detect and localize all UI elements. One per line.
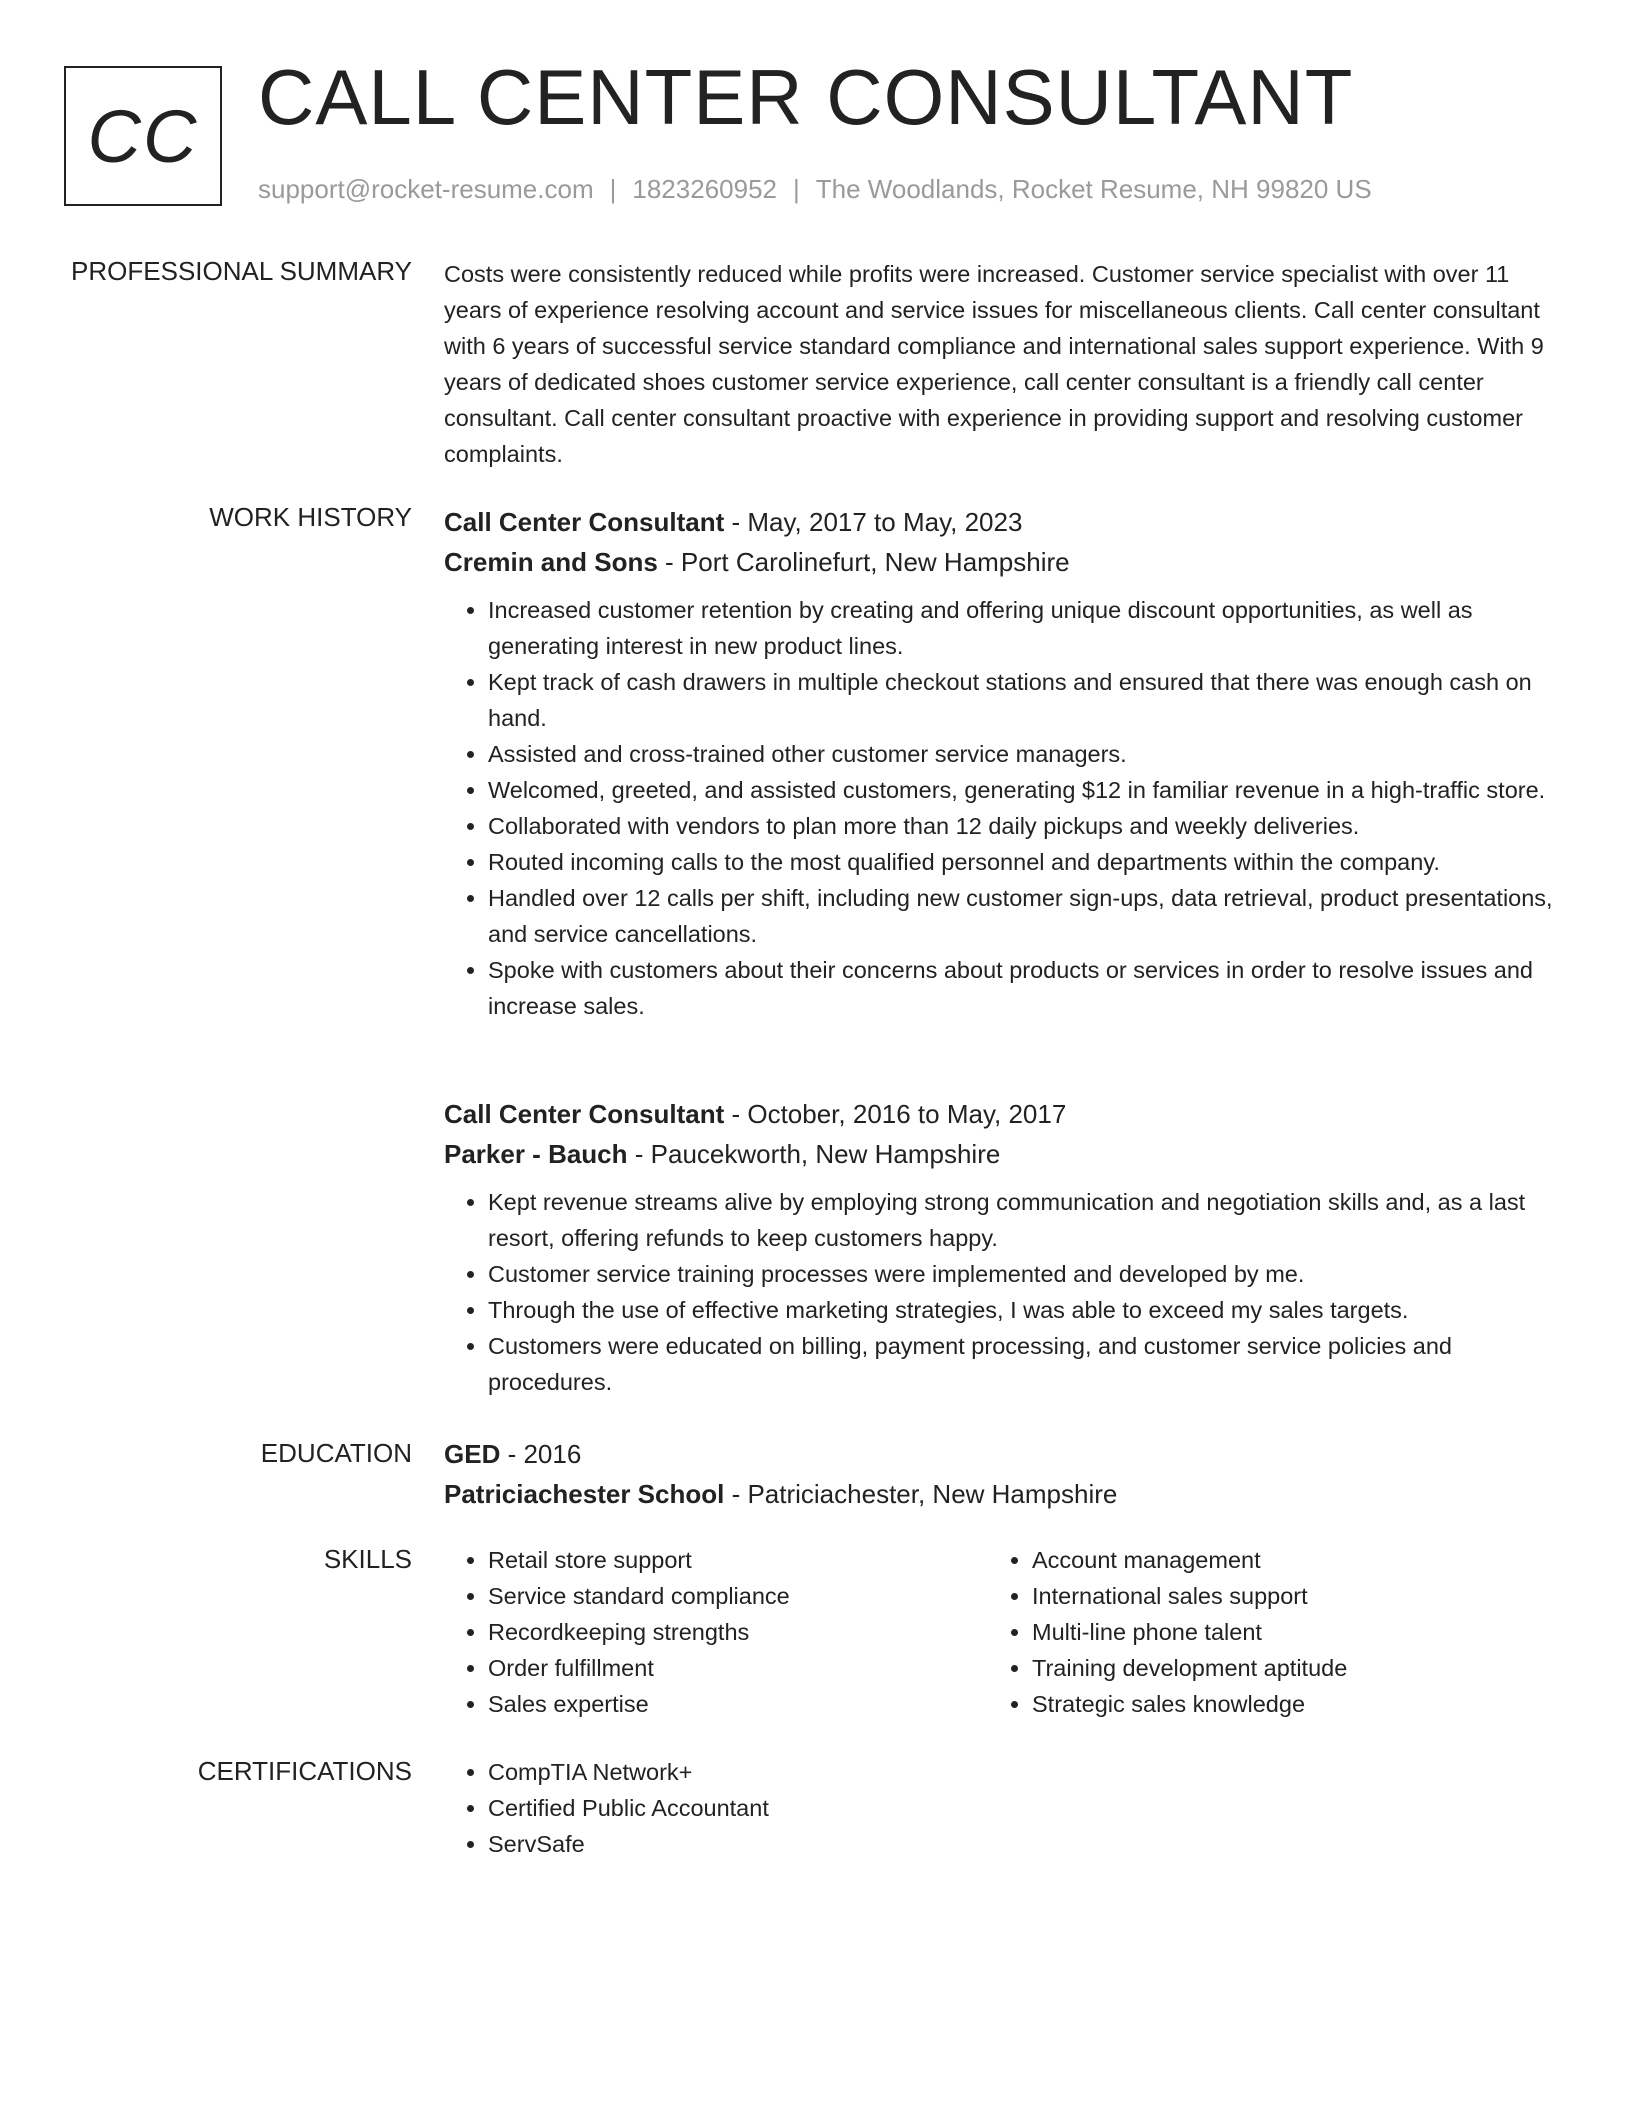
skills-column-left xyxy=(444,1542,944,1722)
section-label-certifications: CERTIFICATIONS xyxy=(197,1756,412,1786)
education-school: Patriciachester School xyxy=(444,1479,725,1509)
job-company: Cremin and Sons xyxy=(444,547,658,577)
list-item: • Customer service training processes were implemented and developed by me. xyxy=(488,1256,1560,1292)
skills-list xyxy=(444,1542,944,1722)
resume-name: CALL CENTER CONSULTANT xyxy=(258,53,1354,141)
job-company: Parker - Bauch xyxy=(444,1139,628,1169)
list-item: • Handled over 12 calls per shift, including new customer sign-ups, data retrieval, product presentations, and service cancellations. xyxy=(488,880,1560,952)
list-item: • Certified Public Accountant xyxy=(488,1790,944,1826)
list-item: • Service standard compliance xyxy=(488,1578,944,1614)
education-degree: GED xyxy=(444,1439,501,1469)
education-location: - Patriciachester, New Hampshire xyxy=(724,1479,1118,1509)
list-item: • Through the use of effective marketing strategies, I was able to exceed my sales targets. xyxy=(488,1292,1560,1328)
job-location: - Port Carolinefurt, New Hampshire xyxy=(657,547,1070,577)
contact-phone[interactable]: 1823260952 xyxy=(632,174,777,204)
list-item: • Sales expertise xyxy=(488,1686,944,1722)
list-item: • Order fulfillment xyxy=(488,1650,944,1686)
job-dates: - October, 2016 to May, 2017 xyxy=(724,1099,1067,1129)
job-bullets xyxy=(444,592,1560,1024)
contact-address: The Woodlands, Rocket Resume, NH 99820 US xyxy=(815,174,1372,204)
list-item: • Kept track of cash drawers in multiple checkout stations and ensured that there was enough cash on hand. xyxy=(488,664,1560,736)
job-title: Call Center Consultant xyxy=(444,507,725,537)
job-dates: - May, 2017 to May, 2023 xyxy=(724,507,1023,537)
job-bullets xyxy=(444,1184,1560,1400)
job-entry xyxy=(444,1094,1560,1400)
section-label-work-history: WORK HISTORY xyxy=(209,502,412,532)
skills-column-right xyxy=(988,1542,1488,1722)
section-label-skills: SKILLS xyxy=(323,1544,412,1574)
list-item: • Retail store support xyxy=(488,1542,944,1578)
section-label-summary: PROFESSIONAL SUMMARY xyxy=(71,256,412,286)
job-title: Call Center Consultant xyxy=(444,1099,725,1129)
job-title-line xyxy=(444,1094,1560,1134)
list-item: • Strategic sales knowledge xyxy=(1032,1686,1488,1722)
contact-separator: | xyxy=(609,174,617,204)
list-item: • International sales support xyxy=(1032,1578,1488,1614)
certifications-list xyxy=(444,1754,944,1862)
job-location: - Paucekworth, New Hampshire xyxy=(627,1139,1001,1169)
list-item: • Kept revenue streams alive by employing strong communication and negotiation skills and, as a last resort, offering refunds to keep customers happy. xyxy=(488,1184,1560,1256)
education-year: - 2016 xyxy=(500,1439,582,1469)
job-company-line xyxy=(444,542,1560,582)
contact-separator: | xyxy=(793,174,800,204)
section-label-education: EDUCATION xyxy=(260,1438,412,1468)
contact-email[interactable]: support@rocket-resume.com xyxy=(258,174,594,204)
list-item: • Training development aptitude xyxy=(1032,1650,1488,1686)
list-item: • Multi-line phone talent xyxy=(1032,1614,1488,1650)
list-item: • Customers were educated on billing, payment processing, and customer service policies and procedures. xyxy=(488,1328,1560,1400)
list-item: • Welcomed, greeted, and assisted customers, generating $12 in familiar revenue in a high-traffic store. xyxy=(488,772,1560,808)
job-title-line xyxy=(444,502,1560,542)
list-item: • Collaborated with vendors to plan more than 12 daily pickups and weekly deliveries. xyxy=(488,808,1560,844)
list-item: • Routed incoming calls to the most qualified personnel and departments within the company. xyxy=(488,844,1560,880)
list-item: • ServSafe xyxy=(488,1826,944,1862)
education-school-line xyxy=(444,1474,1560,1514)
list-item: • Recordkeeping strengths xyxy=(488,1614,944,1650)
list-item: • Increased customer retention by creating and offering unique discount opportunities, as well as generating interest in new product lines. xyxy=(488,592,1560,664)
skills-list xyxy=(988,1542,1488,1722)
education-entry xyxy=(444,1434,1560,1514)
list-item: • Account management xyxy=(1032,1542,1488,1578)
contact-line xyxy=(258,174,1372,205)
summary-text: Costs were consistently reduced while profits were increased. Customer service specialist with over 11 years of experience resolving account and service issues for miscellaneous clients. Call center consultant with 6 years of successful service standard compliance and international sales support experience. With 9 years of dedicated shoes customer service experience, call center consultant is a friendly call center consultant. Call center consultant proactive with experience in providing support and resolving customer complaints. xyxy=(444,261,1544,467)
certifications-column xyxy=(444,1754,944,1862)
monogram-initials: CC xyxy=(87,94,199,178)
education-degree-line xyxy=(444,1434,1560,1474)
job-company-line xyxy=(444,1134,1560,1174)
monogram-badge xyxy=(64,66,222,206)
job-entry xyxy=(444,502,1560,1024)
list-item: • CompTIA Network+ xyxy=(488,1754,944,1790)
list-item: • Spoke with customers about their concerns about products or services in order to resolve issues and increase sales. xyxy=(488,952,1560,1024)
list-item: • Assisted and cross-trained other customer service managers. xyxy=(488,736,1560,772)
